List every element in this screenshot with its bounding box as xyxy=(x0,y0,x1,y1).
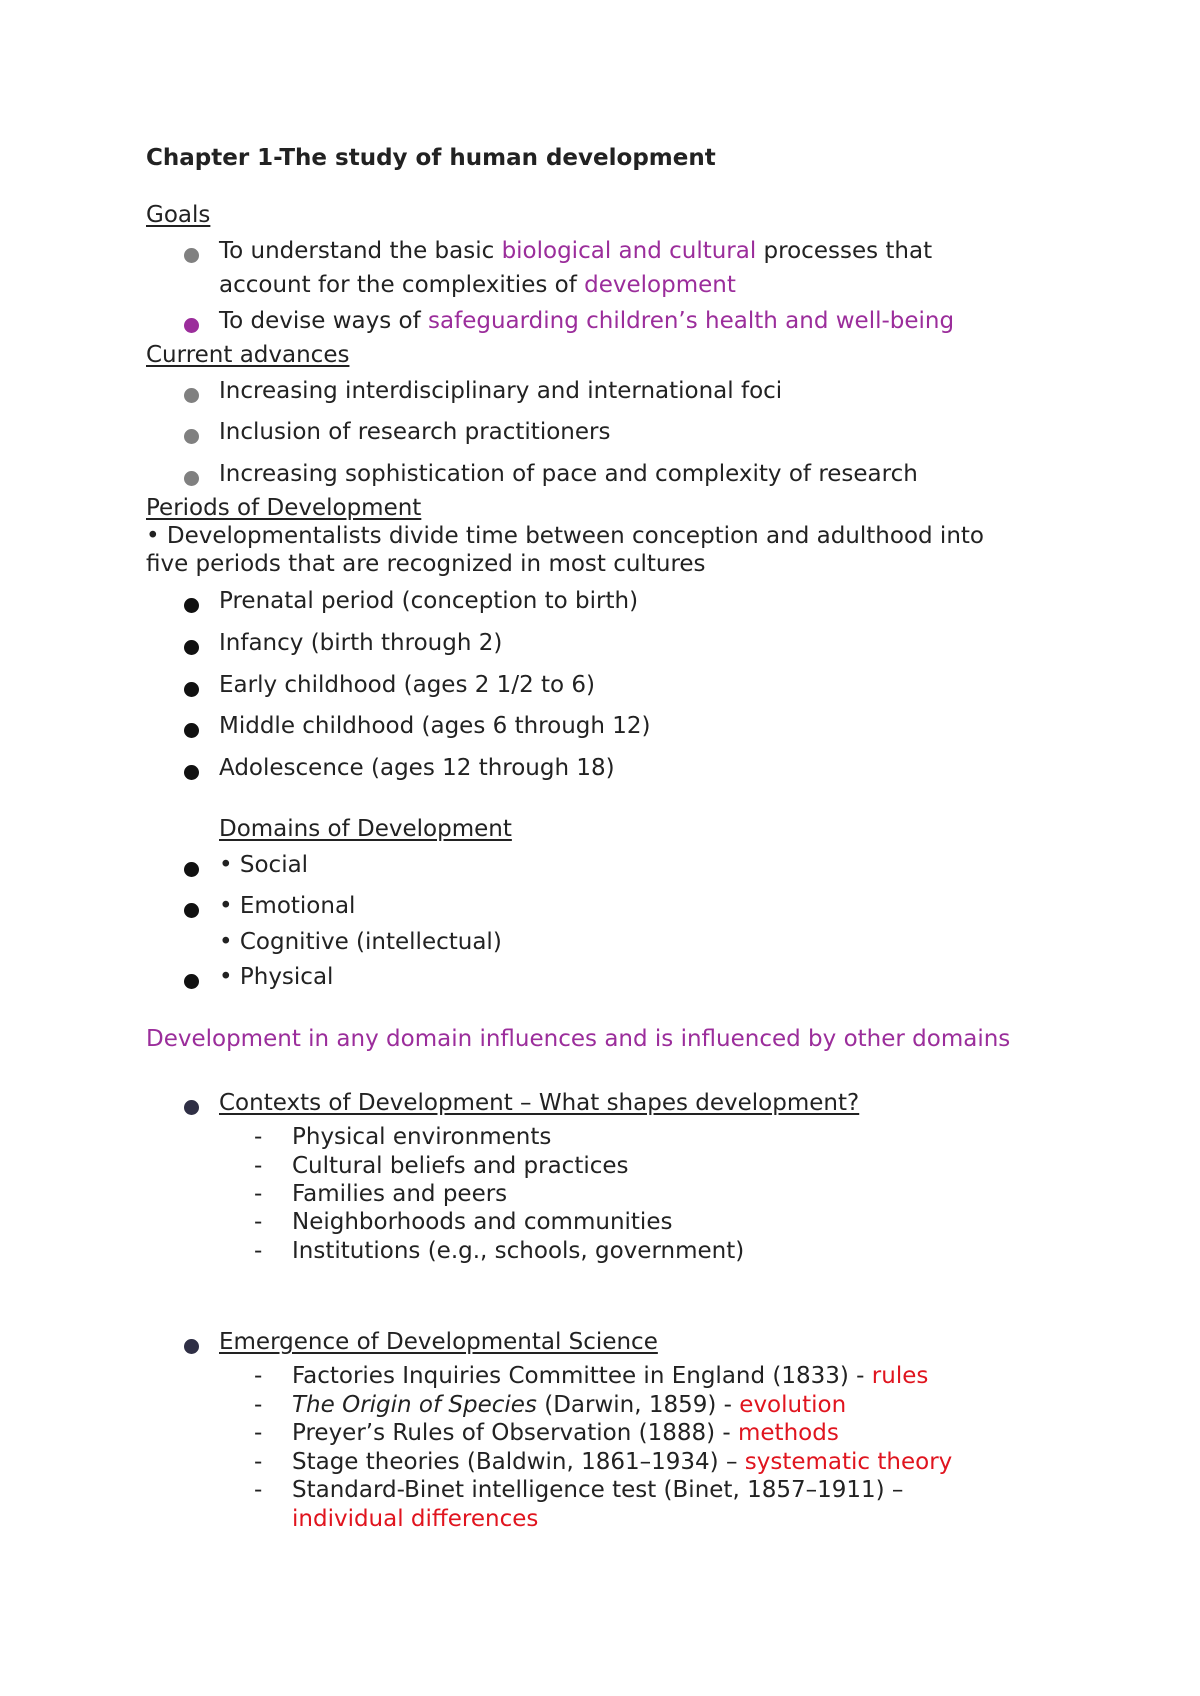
domain-item: • Emotional xyxy=(219,893,356,919)
dash-marker: - xyxy=(254,1181,263,1207)
bullet-icon xyxy=(184,388,199,403)
goal-item-2: To devise ways of safeguarding children’s health and well-being xyxy=(219,308,955,334)
domain-note: Development in any domain influences and is influenced by other domains xyxy=(146,1026,1011,1052)
emergence-item: Factories Inquiries Committee in England (1833) - rules xyxy=(292,1363,929,1389)
dash-marker: - xyxy=(254,1209,263,1235)
periods-intro-line2: five periods that are recognized in most cultures xyxy=(146,551,706,577)
goal-item-1-line1: To understand the basic biological and cultural processes that xyxy=(219,238,933,264)
domain-item: • Cognitive (intellectual) xyxy=(219,929,502,955)
period-item: Prenatal period (conception to birth) xyxy=(219,588,639,614)
emergence-item: The Origin of Species (Darwin, 1859) - evolution xyxy=(292,1392,847,1418)
context-item: Families and peers xyxy=(292,1181,508,1207)
context-item: Neighborhoods and communities xyxy=(292,1209,673,1235)
dash-marker: - xyxy=(254,1477,263,1503)
bullet-icon xyxy=(184,640,199,655)
bullet-icon xyxy=(184,974,199,989)
bullet-icon xyxy=(184,862,199,877)
bullet-icon xyxy=(184,1339,199,1354)
advance-item: Increasing interdisciplinary and international foci xyxy=(219,378,783,404)
dash-marker: - xyxy=(254,1238,263,1264)
domain-item: • Physical xyxy=(219,964,334,990)
periods-heading: Periods of Development xyxy=(146,495,422,521)
context-item: Physical environments xyxy=(292,1124,552,1150)
bullet-icon xyxy=(184,682,199,697)
advance-item: Increasing sophistication of pace and complexity of research xyxy=(219,461,918,487)
contexts-heading: Contexts of Development – What shapes development? xyxy=(219,1090,860,1116)
domains-heading: Domains of Development xyxy=(219,816,512,842)
bullet-icon xyxy=(184,903,199,918)
bullet-icon xyxy=(184,429,199,444)
bullet-icon xyxy=(184,318,199,333)
bullet-icon xyxy=(184,1100,199,1115)
bullet-icon xyxy=(184,248,199,263)
advances-heading: Current advances xyxy=(146,342,350,368)
domain-item: • Social xyxy=(219,852,309,878)
page-title: Chapter 1-The study of human development xyxy=(146,145,716,171)
dash-marker: - xyxy=(254,1153,263,1179)
advance-item: Inclusion of research practitioners xyxy=(219,419,611,445)
period-item: Adolescence (ages 12 through 18) xyxy=(219,755,615,781)
goal-item-1-line2: account for the complexities of development xyxy=(219,272,736,298)
periods-intro-line1: • Developmentalists divide time between conception and adulthood into xyxy=(146,523,984,549)
context-item: Institutions (e.g., schools, government) xyxy=(292,1238,745,1264)
bullet-icon xyxy=(184,471,199,486)
period-item: Middle childhood (ages 6 through 12) xyxy=(219,713,651,739)
bullet-icon xyxy=(184,723,199,738)
period-item: Early childhood (ages 2 1/2 to 6) xyxy=(219,672,596,698)
bullet-icon xyxy=(184,598,199,613)
goals-heading: Goals xyxy=(146,202,211,228)
emergence-item: Preyer’s Rules of Observation (1888) - methods xyxy=(292,1420,839,1446)
emergence-item: Stage theories (Baldwin, 1861–1934) – systematic theory xyxy=(292,1449,953,1475)
dash-marker: - xyxy=(254,1363,263,1389)
dash-marker: - xyxy=(254,1420,263,1446)
dash-marker: - xyxy=(254,1392,263,1418)
emergence-item-continuation: individual differences xyxy=(292,1506,539,1532)
bullet-icon xyxy=(184,765,199,780)
context-item: Cultural beliefs and practices xyxy=(292,1153,629,1179)
dash-marker: - xyxy=(254,1124,263,1150)
emergence-item: Standard-Binet intelligence test (Binet, 1857–1911) – xyxy=(292,1477,904,1503)
emergence-heading: Emergence of Developmental Science xyxy=(219,1329,658,1355)
period-item: Infancy (birth through 2) xyxy=(219,630,503,656)
dash-marker: - xyxy=(254,1449,263,1475)
